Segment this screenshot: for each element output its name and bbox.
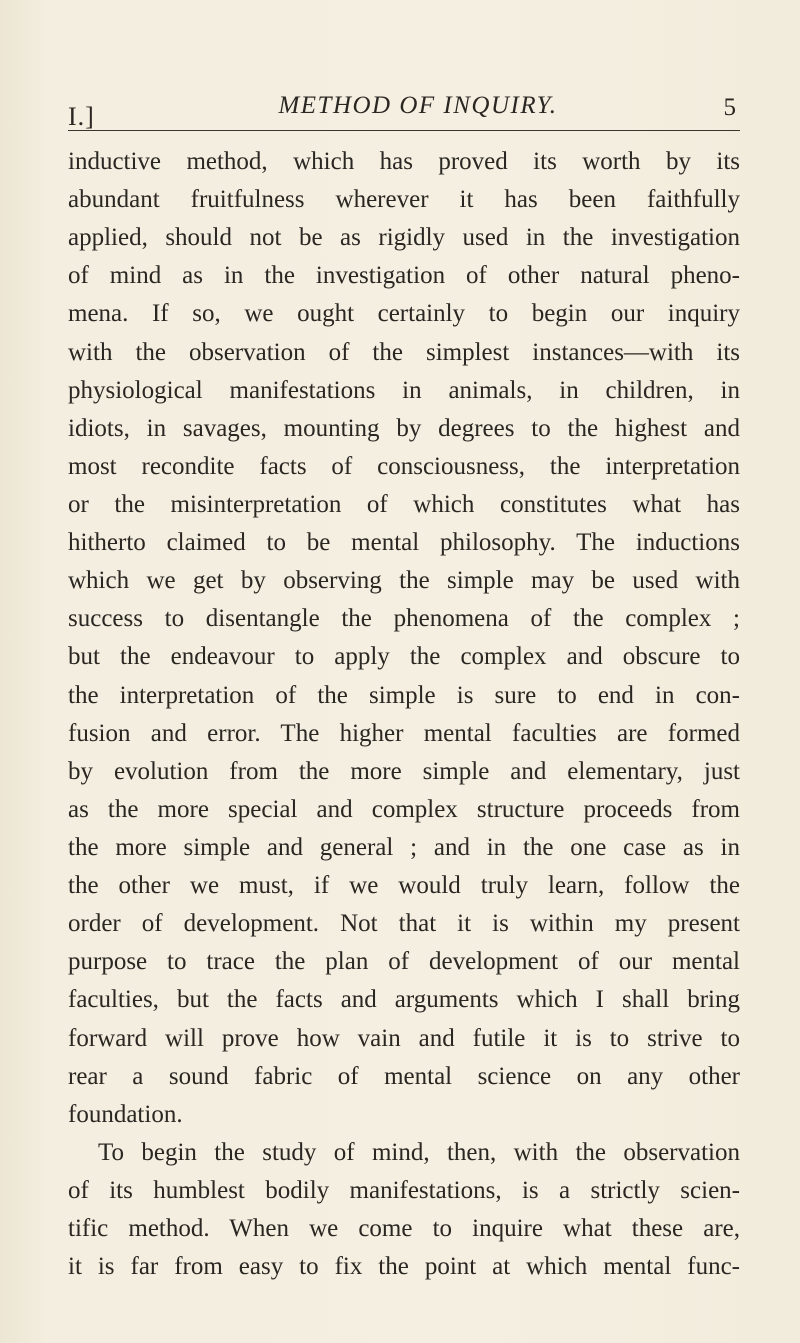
text-line: idiots, in savages, mounting by degrees to the highest and <box>68 414 740 442</box>
text-line: or the misinterpretation of which constitutes what has <box>68 490 740 518</box>
text-line: as the more special and complex structure proceeds from <box>68 795 740 823</box>
text-line: faculties, but the facts and arguments which I shall bring <box>68 986 740 1014</box>
page-number: 5 <box>723 94 736 121</box>
text-line: the more simple and general ; and in the one case as in <box>68 833 740 861</box>
text-line: success to disentangle the phenomena of the complex ; <box>68 605 740 633</box>
text-line: inductive method, which has proved its worth by its <box>68 148 740 175</box>
text-line: fusion and error. The higher mental faculties are formed <box>68 719 740 747</box>
chapter-marker: I.] <box>68 102 95 131</box>
text-line: most recondite facts of consciousness, the interpretation <box>68 452 740 480</box>
text-line: tific method. When we come to inquire what these are, <box>68 1215 740 1243</box>
running-title: METHOD OF INQUIRY. <box>278 92 558 119</box>
text-line: of mind as in the investigation of other natural pheno- <box>68 262 740 290</box>
running-header <box>68 92 740 132</box>
paragraph <box>68 1134 740 1286</box>
text-line: of its humblest bodily manifestations, is a strictly scien- <box>68 1176 740 1204</box>
text-line: physiological manifestations in animals, in children, in <box>68 376 740 404</box>
text-line: forward will prove how vain and futile it is to strive to <box>68 1024 740 1052</box>
text-line: To begin the study of mind, then, with the observation <box>98 1138 740 1166</box>
header-rule <box>68 130 740 131</box>
text-line: purpose to trace the plan of development of our mental <box>68 948 740 976</box>
text-line: it is far from easy to fix the point at which mental func- <box>68 1253 740 1281</box>
text-line: with the observation of the simplest instances—with its <box>68 338 740 366</box>
text-line: order of development. Not that it is within my present <box>68 910 740 938</box>
paragraph <box>68 143 740 1134</box>
body-text <box>68 143 740 1286</box>
text-line: the interpretation of the simple is sure to end in con- <box>68 681 740 709</box>
text-line: abundant fruitfulness wherever it has been faithfully <box>68 186 740 214</box>
text-line: the other we must, if we would truly learn, follow the <box>68 872 740 900</box>
text-line: which we get by observing the simple may be used with <box>68 567 740 595</box>
text-line: rear a sound fabric of mental science on any other <box>68 1062 740 1090</box>
text-line: by evolution from the more simple and elementary, just <box>68 757 740 785</box>
text-line: hitherto claimed to be mental philosophy. The inductions <box>68 529 740 557</box>
text-line: foundation. <box>68 1100 183 1128</box>
text-line: applied, should not be as rigidly used in the investigation <box>68 224 740 252</box>
text-line: mena. If so, we ought certainly to begin our inquiry <box>68 300 740 328</box>
text-line: but the endeavour to apply the complex and obscure to <box>68 643 740 671</box>
